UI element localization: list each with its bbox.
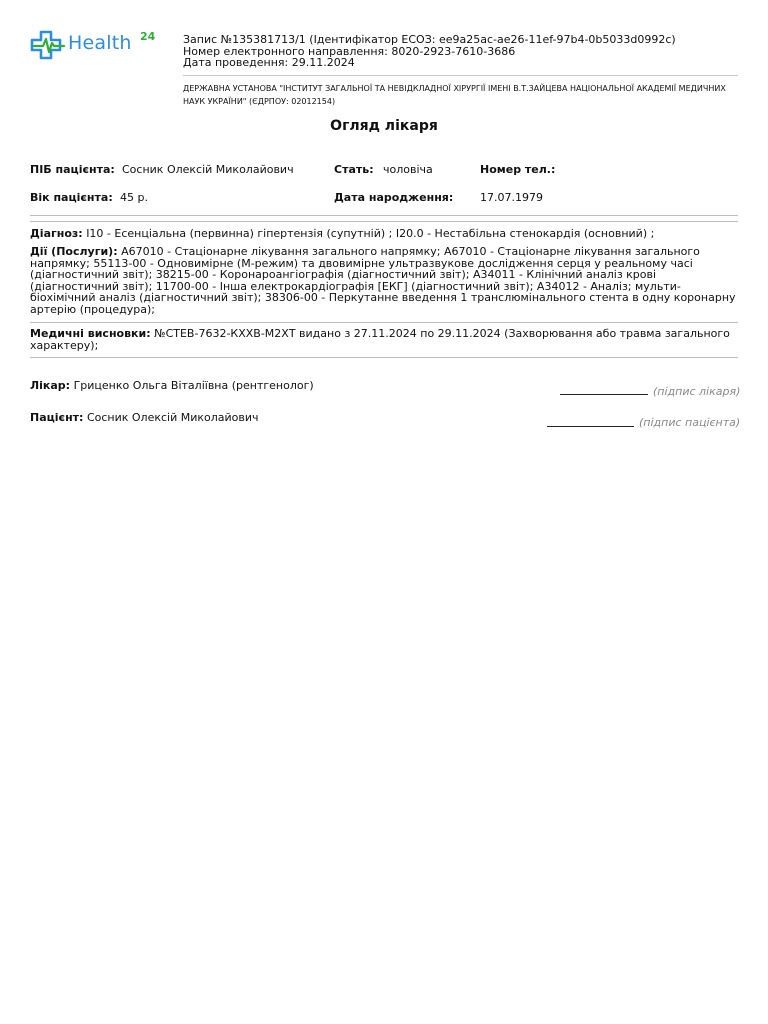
- diagnosis-section: [30, 228, 738, 240]
- age-value: 45 р.: [120, 191, 148, 204]
- section-divider: [30, 221, 738, 222]
- section-divider: [30, 322, 738, 323]
- header-divider: [183, 75, 738, 76]
- record-id: Запис №135381713/1 (Ідентифікатор ЕСОЗ: ee9a25ac-ae26-11ef-97b4-0b5033d0992c): [183, 33, 676, 46]
- doctor-line: [30, 379, 314, 392]
- page-title: Огляд лікаря: [330, 118, 438, 134]
- patient-sign-label: Пацієнт:: [30, 411, 84, 424]
- conclusions-text: №СТЕВ-7632-КХХВ-М2ХТ видано з 27.11.2024 по 29.11.2024 (Захворювання або травма загального характеру);: [30, 327, 730, 352]
- diagnosis-text: I10 - Есенціальна (первинна) гіпертензія (супутній) ; I20.0 - Нестабільна стенокардія (основний) ;: [86, 227, 655, 240]
- institution-name: ДЕРЖАВНА УСТАНОВА "ІНСТИТУТ ЗАГАЛЬНОЇ ТА НЕВІДКЛАДНОЇ ХІРУРГІЇ ІМЕНІ В.Т.ЗАЙЦЕВА НАЦІОНАЛЬНОЇ АКАДЕМІЇ МЕДИЧНИХ НАУК УКРАЇНИ" (ЄДРПОУ: 02012154): [183, 84, 726, 106]
- patient-signature-hint: (підпис пацієнта): [639, 416, 741, 429]
- section-divider: [30, 215, 738, 216]
- conclusions-label: Медичні висновки:: [30, 327, 151, 340]
- doctor-signature-line: [560, 394, 648, 395]
- dob-value: 17.07.1979: [480, 191, 543, 204]
- phone-label: Номер тел.:: [480, 163, 556, 176]
- dob-label: Дата народження:: [334, 191, 454, 204]
- conclusions-section: [30, 328, 738, 351]
- record-meta: [183, 34, 676, 69]
- age-label: Вік пацієнта:: [30, 191, 113, 204]
- health24-logo: [30, 30, 160, 62]
- sex-label: Стать:: [334, 163, 374, 176]
- medical-cross-icon: [30, 30, 66, 62]
- patient-name: Сосник Олексій Миколайович: [122, 163, 294, 176]
- diagnosis-label: Діагноз:: [30, 227, 83, 240]
- doctor-name: Гриценко Ольга Віталіївна (рентгенолог): [73, 379, 314, 392]
- brand-name: Health: [68, 32, 132, 54]
- doctor-label: Лікар:: [30, 379, 71, 392]
- services-text: A67010 - Стаціонарне лікування загального напрямку; A67010 - Стаціонарне лікування загального напрямку; 55113-00 - Одновимірне (М-режим) та двовимірне ультразвукове дослідження серця у реальному часі (діагностичний звіт); 38215-00 - Коронароангіографія (діагностичний звіт); A34011 - Клінічний аналіз крові (діагностичний звіт); 11700-00 - Інша електрокардіографія [ЕКГ] (діагностичний звіт); A34012 - Аналіз; мульти-біохімічний аналіз (діагностичний звіт); 38306-00 - Перкутанне введення 1 транслюмінального стента в одну коронарну артерію (процедура);: [30, 245, 736, 316]
- services-label: Дії (Послуги):: [30, 245, 118, 258]
- patient-signature-line: [547, 426, 634, 427]
- section-divider: [30, 357, 738, 358]
- doctor-signature-hint: (підпис лікаря): [653, 385, 741, 398]
- patient-name-label: ПІБ пацієнта:: [30, 163, 115, 176]
- sex-value: чоловіча: [383, 163, 433, 176]
- services-section: [30, 246, 738, 316]
- procedure-date: Дата проведення: 29.11.2024: [183, 56, 355, 69]
- referral-number: Номер електронного направлення: 8020-2923-7610-3686: [183, 44, 516, 58]
- patient-line: [30, 411, 259, 424]
- brand-sup: 24: [140, 30, 156, 43]
- patient-sign-name: Сосник Олексій Миколайович: [86, 411, 259, 424]
